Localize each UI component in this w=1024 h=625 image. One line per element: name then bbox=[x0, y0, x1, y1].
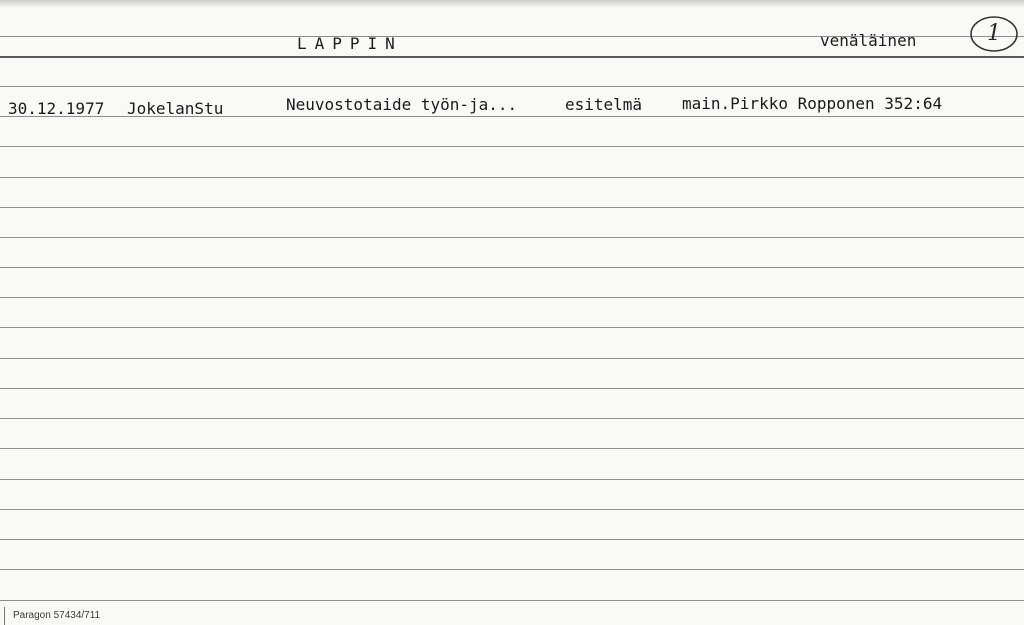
surname-heading: LAPPIN bbox=[297, 34, 403, 53]
ruled-line bbox=[0, 388, 1024, 389]
entry-note: main.Pirkko Ropponen 352:64 bbox=[682, 94, 943, 113]
card-number: 1 bbox=[987, 21, 1001, 46]
ruled-line bbox=[0, 207, 1024, 208]
printer-imprint: Paragon 57434/711 bbox=[13, 610, 101, 621]
ruled-line bbox=[0, 237, 1024, 238]
footer-edge-mark bbox=[4, 607, 5, 625]
card-number-circle bbox=[968, 14, 1020, 54]
ruled-line bbox=[0, 509, 1024, 510]
ruled-line bbox=[0, 86, 1024, 87]
scan-edge-shadow bbox=[0, 0, 1024, 8]
ruled-line bbox=[0, 297, 1024, 298]
ruled-line bbox=[0, 267, 1024, 268]
header-separator-rule bbox=[0, 56, 1024, 58]
ruled-line bbox=[0, 479, 1024, 480]
entry-type: esitelmä bbox=[565, 95, 643, 114]
ruled-line bbox=[0, 146, 1024, 147]
entry-date: 30.12.1977 bbox=[8, 99, 105, 118]
ruled-line bbox=[0, 569, 1024, 570]
language-label: venäläinen bbox=[820, 31, 917, 50]
ruled-line bbox=[0, 358, 1024, 359]
entry-title: Neuvostotaide työn-ja... bbox=[286, 95, 518, 114]
ruled-line bbox=[0, 177, 1024, 178]
ruled-line bbox=[0, 418, 1024, 419]
ruled-line bbox=[0, 539, 1024, 540]
ruled-line bbox=[0, 448, 1024, 449]
entry-place: JokelanStu bbox=[127, 99, 224, 118]
ruled-line bbox=[0, 600, 1024, 601]
ruled-line bbox=[0, 327, 1024, 328]
